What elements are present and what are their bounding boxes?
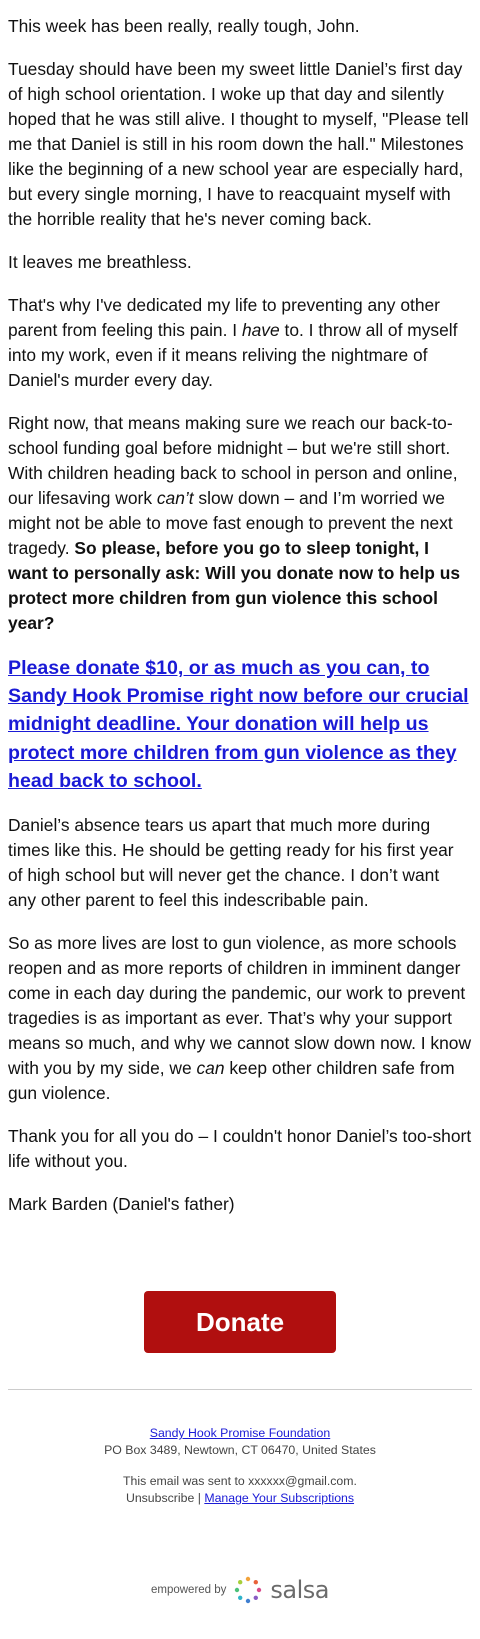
text-segment: to. I throw all of myself into my work, even if it means reliving the nightmare of Daniel's murder every day. bbox=[8, 320, 458, 390]
bold-ask: So please, before you go to sleep tonight, I want to personally ask: Will you donate now to help us protect more children from gun violence this school year? bbox=[8, 538, 461, 633]
paragraph-breathless: It leaves me breathless. bbox=[8, 252, 192, 272]
empowered-by-label: empowered by bbox=[150, 1584, 227, 1597]
text-segment: Right now, that means making sure we reach our back-to-school funding goal before midnight – but we're still short. With children heading back to school in person and online, our lifesaving work bbox=[8, 413, 458, 508]
powered-by[interactable] bbox=[8, 1572, 472, 1608]
paragraph-support bbox=[8, 931, 472, 1106]
donate-cta bbox=[8, 654, 472, 795]
org-name-link[interactable]: Sandy Hook Promise Foundation bbox=[149, 1426, 331, 1441]
emphasis-cant: can’t bbox=[156, 488, 194, 508]
org-address: PO Box 3489, Newtown, CT 06470, United States bbox=[104, 1443, 376, 1458]
footer bbox=[8, 1425, 472, 1507]
donate-button-area bbox=[8, 1291, 472, 1353]
text-segment: slow down – and I’m worried we might not be able to move fast enough to prevent the next tragedy. bbox=[8, 488, 453, 558]
manage-subscriptions-link[interactable]: Manage Your Subscriptions bbox=[204, 1491, 355, 1506]
separator: | bbox=[194, 1491, 205, 1506]
footer-divider bbox=[8, 1389, 472, 1390]
salsa-dots-icon bbox=[234, 1576, 262, 1604]
subscription-links bbox=[8, 1490, 472, 1507]
signature: Mark Barden (Daniel's father) bbox=[8, 1194, 235, 1215]
donate-button[interactable]: Donate bbox=[144, 1291, 336, 1353]
emphasis-can: can bbox=[196, 1058, 225, 1079]
emphasis-have: have bbox=[241, 320, 280, 340]
paragraph-dedication bbox=[8, 293, 472, 393]
paragraph-orientation: Tuesday should have been my sweet little Daniel’s first day of high school orientation. I woke up that day and silently hoped that he was still alive. I thought to myself, "Please tell me that Daniel is still in his room down the hall." Milestones like the beginning of a new school year are especially hard, but every single morning, I have to reacquaint myself with the horrible reality that he's never coming back. bbox=[8, 59, 469, 229]
unsubscribe-link[interactable]: Unsubscribe bbox=[125, 1491, 195, 1506]
paragraph-thanks: Thank you for all you do – I couldn't honor Daniel’s too-short life without you. bbox=[8, 1126, 472, 1172]
text-segment: So as more lives are lost to gun violence, as more schools reopen and as more reports of children in imminent danger come in each day during the pandemic, our work to prevent tragedies is as important as ever. That’s why your support means so much, and why we cannot slow down now. I know with you by my side, we bbox=[8, 933, 472, 1079]
paragraph-greeting: This week has been really, really tough, John. bbox=[8, 16, 360, 36]
paragraph-absence: Daniel’s absence tears us apart that much more during times like this. He should be getting ready for his first year of high school but will never get the chance. I don’t want any other parent to feel this indescribable pain. bbox=[8, 815, 454, 911]
paragraph-funding-goal bbox=[8, 411, 472, 636]
sent-to-notice: This email was sent to xxxxxx@gmail.com. bbox=[123, 1474, 357, 1489]
donate-cta-link[interactable]: Please donate $10, or as much as you can, to Sandy Hook Promise right now before our crucial midnight deadline. Your donation will help us protect more children from gun violence as they head back to school. bbox=[8, 657, 469, 792]
salsa-logo-text: salsa bbox=[270, 1576, 330, 1605]
text-segment: keep other children safe from gun violence. bbox=[8, 1058, 455, 1104]
text-segment: That's why I've dedicated my life to preventing any other parent from feeling this pain. I bbox=[8, 295, 440, 340]
